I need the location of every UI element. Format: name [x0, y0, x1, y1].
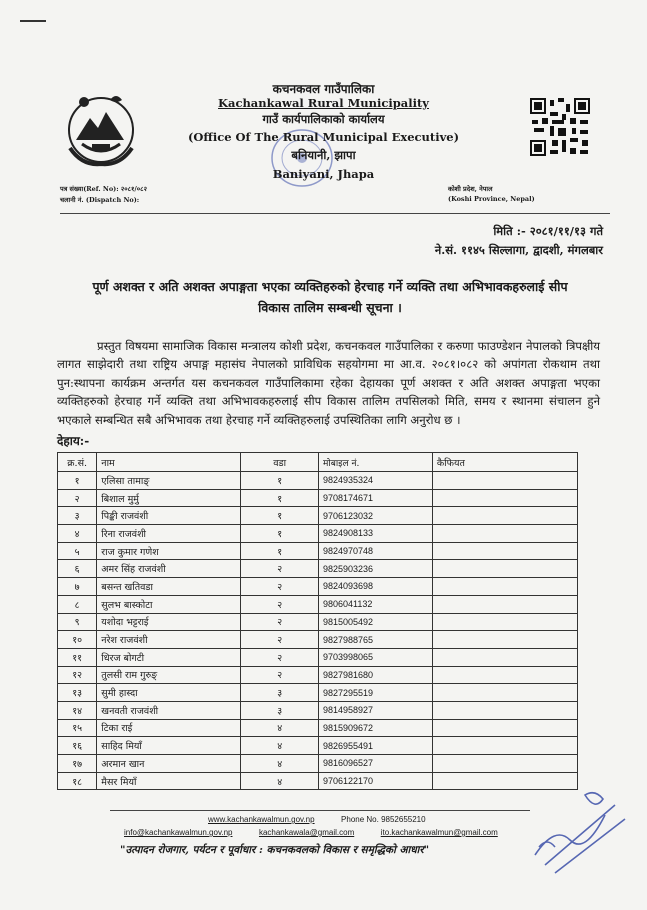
- table-row: [58, 507, 578, 525]
- col-header-mobile: मोबाइल नं.: [318, 453, 432, 472]
- cell-sn: १६: [58, 737, 97, 755]
- cell-sn: १०: [58, 631, 97, 649]
- col-header-sn: क्र.सं.: [58, 453, 97, 472]
- cell-name: अरमान खान: [97, 755, 241, 773]
- cell-sn: ५: [58, 542, 97, 560]
- cell-name: मैसर मियाँ: [97, 772, 241, 790]
- location-np: बनियानी, झापा: [291, 148, 356, 162]
- cell-name: नरेश राजवंशी: [97, 631, 241, 649]
- cell-sn: ११: [58, 648, 97, 666]
- cell-remarks: [432, 472, 577, 490]
- email-gmail-link[interactable]: kachankawala@gmail.com: [258, 828, 355, 837]
- cell-name: खनवती राजवंशी: [97, 701, 241, 719]
- cell-remarks: [432, 737, 577, 755]
- cell-ward: २: [241, 578, 319, 596]
- table-row: [58, 719, 578, 737]
- subject-line-2: विकास तालिम सम्बन्धी सूचना ।: [258, 300, 402, 315]
- cell-name: बसन्त खतिवडा: [97, 578, 241, 596]
- cell-name: पिङ्की राजवंशी: [97, 507, 241, 525]
- participants-table: [57, 452, 578, 790]
- cell-name: राज कुमार गणेश: [97, 542, 241, 560]
- cell-ward: २: [241, 631, 319, 649]
- pen-mark: [20, 20, 46, 22]
- table-row: [58, 666, 578, 684]
- cell-mobile: 9825903236: [318, 560, 432, 578]
- ref-no: पत्र संख्या(Ref. No): २०८१/०८२: [60, 185, 147, 193]
- footer-line-2: [124, 828, 498, 837]
- date-line: मिति :- २०८१/११/१३ गते: [493, 224, 603, 238]
- website-link[interactable]: www.kachankawalmun.gov.np: [208, 815, 315, 824]
- table-row: [58, 542, 578, 560]
- office-name-en: (Office Of The Rural Municipal Executive): [187, 130, 460, 144]
- col-header-remarks: कैफियत: [432, 453, 577, 472]
- cell-mobile: 9815005492: [318, 613, 432, 631]
- cell-mobile: 9824935324: [318, 472, 432, 490]
- cell-ward: २: [241, 613, 319, 631]
- col-header-ward: वडा: [241, 453, 319, 472]
- cell-name: धिरज बोगटी: [97, 648, 241, 666]
- table-row: [58, 684, 578, 702]
- footer-slogan: "उत्पादन रोजगार, पर्यटन र पूर्वाधार : कचनकवलको विकास र समृद्धिको आधार": [120, 844, 430, 856]
- cell-sn: १५: [58, 719, 97, 737]
- email-info-link[interactable]: info@kachankawalmun.gov.np: [124, 828, 233, 837]
- table-row: [58, 701, 578, 719]
- cell-mobile: 9827988765: [318, 631, 432, 649]
- dispatch-no: चलानी नं. (Dispatch No):: [60, 196, 140, 204]
- table-row: [58, 595, 578, 613]
- cell-sn: १२: [58, 666, 97, 684]
- cell-ward: २: [241, 595, 319, 613]
- cell-ward: ४: [241, 772, 319, 790]
- cell-mobile: 9824093698: [318, 578, 432, 596]
- cell-mobile: 9815909672: [318, 719, 432, 737]
- cell-mobile: 9814958927: [318, 701, 432, 719]
- cell-mobile: 9827981680: [318, 666, 432, 684]
- cell-remarks: [432, 489, 577, 507]
- cell-mobile: 9824908133: [318, 525, 432, 543]
- cell-ward: ४: [241, 737, 319, 755]
- cell-sn: ७: [58, 578, 97, 596]
- cell-remarks: [432, 666, 577, 684]
- cell-sn: १४: [58, 701, 97, 719]
- cell-remarks: [432, 719, 577, 737]
- cell-ward: ३: [241, 684, 319, 702]
- cell-mobile: 9706122170: [318, 772, 432, 790]
- footer-line-1: [208, 815, 426, 824]
- table-row: [58, 737, 578, 755]
- header-divider: [60, 213, 610, 214]
- cell-name: एलिसा तामाङ्: [97, 472, 241, 490]
- cell-name: सुमी हास्दा: [97, 684, 241, 702]
- dehay-label: देहाय:-: [57, 434, 90, 448]
- cell-sn: ३: [58, 507, 97, 525]
- cell-remarks: [432, 684, 577, 702]
- cell-sn: ४: [58, 525, 97, 543]
- col-header-name: नाम: [97, 453, 241, 472]
- cell-ward: ४: [241, 719, 319, 737]
- table-row: [58, 631, 578, 649]
- cell-sn: ८: [58, 595, 97, 613]
- table-row: [58, 755, 578, 773]
- cell-mobile: 9824970748: [318, 542, 432, 560]
- cell-remarks: [432, 507, 577, 525]
- cell-name: सुलभ बास्कोटा: [97, 595, 241, 613]
- table-header-row: [58, 453, 578, 472]
- cell-mobile: 9703998065: [318, 648, 432, 666]
- cell-remarks: [432, 648, 577, 666]
- notice-body: [57, 337, 600, 429]
- cell-ward: १: [241, 542, 319, 560]
- cell-ward: ४: [241, 755, 319, 773]
- cell-ward: १: [241, 472, 319, 490]
- cell-ward: ३: [241, 701, 319, 719]
- cell-name: यशोदा भट्टराई: [97, 613, 241, 631]
- table-row: [58, 613, 578, 631]
- cell-sn: ६: [58, 560, 97, 578]
- cell-remarks: [432, 525, 577, 543]
- cell-mobile: 9708174671: [318, 489, 432, 507]
- footer-divider: [110, 810, 530, 811]
- cell-remarks: [432, 595, 577, 613]
- cell-ward: १: [241, 525, 319, 543]
- email-ito-link[interactable]: ito.kachankawalmun@gmail.com: [380, 828, 498, 837]
- table-row: [58, 560, 578, 578]
- cell-mobile: 9827295519: [318, 684, 432, 702]
- cell-ward: १: [241, 507, 319, 525]
- table-row: [58, 648, 578, 666]
- officer-signature-icon: [525, 785, 635, 880]
- cell-name: रिना राजवंशी: [97, 525, 241, 543]
- cell-sn: १८: [58, 772, 97, 790]
- municipality-name-en: Kachankawal Rural Municipality: [218, 96, 429, 110]
- cell-remarks: [432, 560, 577, 578]
- cell-sn: १७: [58, 755, 97, 773]
- cell-name: अमर सिंह राजवंशी: [97, 560, 241, 578]
- table-row: [58, 578, 578, 596]
- province-np: कोशी प्रदेश, नेपाल: [448, 185, 493, 193]
- cell-remarks: [432, 631, 577, 649]
- cell-remarks: [432, 755, 577, 773]
- subject-heading: [70, 276, 590, 318]
- subject-line-1: पूर्ण अशक्त र अति अशक्त अपाङ्गता भएका व्यक्तिहरुको हेरचाह गर्ने व्यक्ति तथा अभिभावकहरुलाई सीप: [92, 279, 568, 294]
- cell-remarks: [432, 701, 577, 719]
- cell-sn: १: [58, 472, 97, 490]
- cell-ward: १: [241, 489, 319, 507]
- cell-sn: ९: [58, 613, 97, 631]
- municipality-name-np: कचनकवल गाउँपालिका: [272, 82, 375, 96]
- location-en: Baniyani, Jhapa: [272, 167, 375, 181]
- cell-remarks: [432, 542, 577, 560]
- cell-remarks: [432, 578, 577, 596]
- notice-body-text: प्रस्तुत विषयमा सामाजिक विकास मन्त्रालय कोशी प्रदेश, कचनकवल गाउँपालिका र करुणा फाउण्डेशन नेपालको त्रिपक्षीय लागत साझेदारी तथा राष्ट्रिय अपाङ्ग महासंघ नेपालको प्राविधिक सहयोगमा मा आ.व. २०८१।०८२ को अपांगता रोकथाम तथा पुन:स्थापना कार्यक्रम अन्तर्गत यस कचनकवल गाउँपालिकामा रहेका देहायका पूर्ण अशक्त र अति अशक्त अपाङ्गता भएका व्यक्तिहरुको हेरचाह गर्ने व्यक्ति तथा अभिभावकहरुलाई सीप विकास तालिम तपसिलको मिति, समय र स्थानमा संचालन हुने भएकाले सम्बन्धित सबै अभिभावक तथा हेरचाह गर्ने व्यक्तिहरुलाई उपस्थितिका लागि अनुरोध छ ।: [57, 339, 600, 427]
- cell-name: तुलसी राम गुरुङ्: [97, 666, 241, 684]
- office-name-np: गाउँ कार्यपालिकाको कार्यालय: [262, 112, 385, 126]
- phone-number: Phone No. 9852655210: [341, 815, 426, 824]
- cell-name: साहिद मियाँ: [97, 737, 241, 755]
- nepal-sambat-line: ने.सं. ११४५ सिल्लागा, द्वादशी, मंगलबार: [434, 243, 603, 257]
- cell-sn: १३: [58, 684, 97, 702]
- cell-mobile: 9706123032: [318, 507, 432, 525]
- table-row: [58, 772, 578, 790]
- table-row: [58, 525, 578, 543]
- cell-ward: २: [241, 560, 319, 578]
- province-en: (Koshi Province, Nepal): [448, 195, 535, 203]
- cell-mobile: 9806041132: [318, 595, 432, 613]
- cell-remarks: [432, 613, 577, 631]
- cell-ward: २: [241, 648, 319, 666]
- cell-sn: २: [58, 489, 97, 507]
- cell-name: बिशाल मुर्मु: [97, 489, 241, 507]
- table-row: [58, 472, 578, 490]
- cell-name: टिका राई: [97, 719, 241, 737]
- cell-mobile: 9826955491: [318, 737, 432, 755]
- cell-mobile: 9816096527: [318, 755, 432, 773]
- table-row: [58, 489, 578, 507]
- cell-ward: २: [241, 666, 319, 684]
